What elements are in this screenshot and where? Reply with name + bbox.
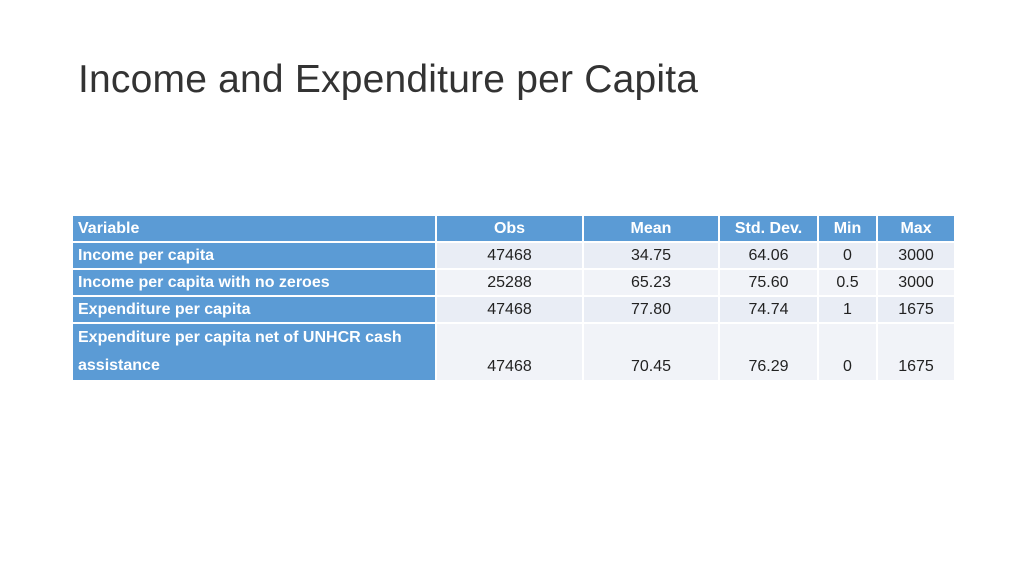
header-mean: Mean bbox=[583, 215, 719, 242]
row-variable: Income per capita bbox=[72, 242, 436, 269]
cell-std-dev: 76.29 bbox=[719, 323, 818, 381]
cell-std-dev: 75.60 bbox=[719, 269, 818, 296]
cell-mean: 70.45 bbox=[583, 323, 719, 381]
summary-statistics-table bbox=[71, 214, 956, 382]
header-std-dev: Std. Dev. bbox=[719, 215, 818, 242]
row-variable: Expenditure per capita bbox=[72, 296, 436, 323]
table-row bbox=[72, 323, 955, 381]
cell-min: 1 bbox=[818, 296, 877, 323]
cell-mean: 77.80 bbox=[583, 296, 719, 323]
cell-obs: 47468 bbox=[436, 323, 583, 381]
table-row bbox=[72, 296, 955, 323]
cell-mean: 65.23 bbox=[583, 269, 719, 296]
table-row bbox=[72, 242, 955, 269]
header-obs: Obs bbox=[436, 215, 583, 242]
table-row bbox=[72, 269, 955, 296]
cell-obs: 25288 bbox=[436, 269, 583, 296]
cell-mean: 34.75 bbox=[583, 242, 719, 269]
cell-max: 3000 bbox=[877, 269, 955, 296]
cell-obs: 47468 bbox=[436, 296, 583, 323]
cell-min: 0 bbox=[818, 323, 877, 381]
row-variable: Income per capita with no zeroes bbox=[72, 269, 436, 296]
table-header-row bbox=[72, 215, 955, 242]
row-variable: Expenditure per capita net of UNHCR cash assistance bbox=[72, 323, 436, 381]
cell-min: 0 bbox=[818, 242, 877, 269]
header-min: Min bbox=[818, 215, 877, 242]
cell-max: 1675 bbox=[877, 296, 955, 323]
page-title: Income and Expenditure per Capita bbox=[78, 58, 699, 101]
cell-max: 1675 bbox=[877, 323, 955, 381]
cell-std-dev: 64.06 bbox=[719, 242, 818, 269]
cell-obs: 47468 bbox=[436, 242, 583, 269]
cell-min: 0.5 bbox=[818, 269, 877, 296]
header-max: Max bbox=[877, 215, 955, 242]
cell-max: 3000 bbox=[877, 242, 955, 269]
cell-std-dev: 74.74 bbox=[719, 296, 818, 323]
header-variable: Variable bbox=[72, 215, 436, 242]
